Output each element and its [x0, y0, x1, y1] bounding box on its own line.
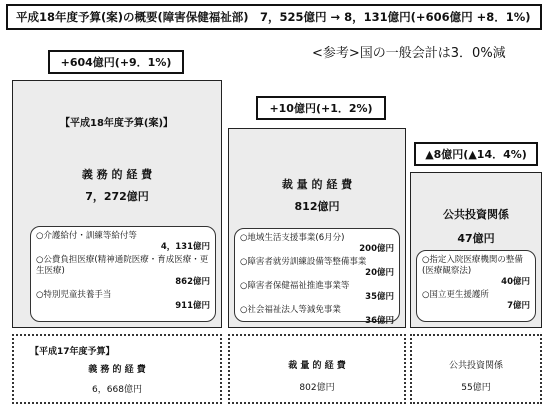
mandatory-increase: +604億円(+9．1%) — [60, 56, 172, 69]
item-name: ○特別児童扶養手当 — [36, 290, 112, 300]
mandatory-title: 義 務 的 経 費 — [81, 168, 153, 181]
page-title — [6, 4, 542, 30]
item-name: ○介護給付・訓練等給付等 — [36, 231, 137, 241]
mandatory-increase-box — [48, 50, 184, 74]
item-value: 40億円 — [501, 277, 530, 287]
fy17-discretionary-title: 裁 量 的 経 費 — [288, 361, 346, 371]
item-value: 862億円 — [175, 277, 210, 287]
discretionary-items — [234, 228, 400, 326]
item-name: ○公費負担医療(精神通院医療・育成医療・更生医療) — [36, 255, 209, 276]
item-value: 20億円 — [365, 268, 394, 278]
item-name: ○指定入院医療機関の整備(医療観察法) — [422, 255, 523, 276]
list-item — [36, 255, 210, 288]
list-item — [36, 290, 210, 312]
fy18-label: 【平成18年度予算(案)】 — [60, 118, 174, 129]
item-name: ○障害者保健福祉推進事業等 — [240, 281, 350, 291]
fy17-public-investment-title: 公共投資関係 — [448, 361, 503, 371]
discretionary-increase-box — [256, 96, 386, 120]
item-name: ○障害者就労訓練設備等整備事業 — [240, 257, 367, 267]
item-value: 911億円 — [175, 301, 210, 311]
fy17-mandatory-amount: 6，668億円 — [92, 385, 142, 395]
fy17-mandatory-title: 義 務 的 経 費 — [88, 365, 146, 375]
fy17-discretionary-amount: 802億円 — [299, 383, 335, 393]
public-investment-items — [416, 250, 536, 322]
discretionary-increase: +10億円(+1．2%) — [269, 102, 373, 115]
item-value: 36億円 — [365, 316, 394, 326]
item-name: ○社会福祉法人等減免事業 — [240, 305, 341, 315]
page-title-text: 平成18年度予算(案)の概要(障害保健福祉部) 7，525億円 → 8，131億円(+606億円 +8．1%) — [16, 10, 531, 24]
item-value: 4，131億円 — [160, 242, 210, 252]
item-value: 200億円 — [359, 244, 394, 254]
item-name: ○国立更生援護所 — [422, 290, 489, 300]
item-value: 7億円 — [507, 301, 530, 311]
public-investment-increase: ▲8億円(▲14．4%) — [425, 148, 527, 161]
mandatory-items — [30, 226, 216, 322]
list-item — [422, 255, 530, 288]
mandatory-amount: 7，272億円 — [85, 190, 149, 203]
list-item — [240, 233, 394, 255]
list-item — [240, 257, 394, 279]
fy17-label: 【平成17年度予算】 — [30, 347, 115, 357]
item-name: ○地域生活支援事業(6月分) — [240, 233, 345, 243]
list-item — [422, 290, 530, 312]
public-investment-title: 公共投資関係 — [443, 208, 509, 221]
public-investment-amount: 47億円 — [457, 232, 495, 245]
discretionary-title: 裁 量 的 経 費 — [281, 178, 353, 191]
list-item — [36, 231, 210, 253]
list-item — [240, 281, 394, 303]
fy17-public-investment-amount: 55億円 — [461, 383, 491, 393]
item-value: 35億円 — [365, 292, 394, 302]
public-investment-increase-box — [414, 142, 538, 166]
reference-note: <参考>国の一般会計は3．0%減 — [312, 46, 506, 61]
list-item — [240, 305, 394, 327]
discretionary-amount: 812億円 — [294, 200, 340, 213]
